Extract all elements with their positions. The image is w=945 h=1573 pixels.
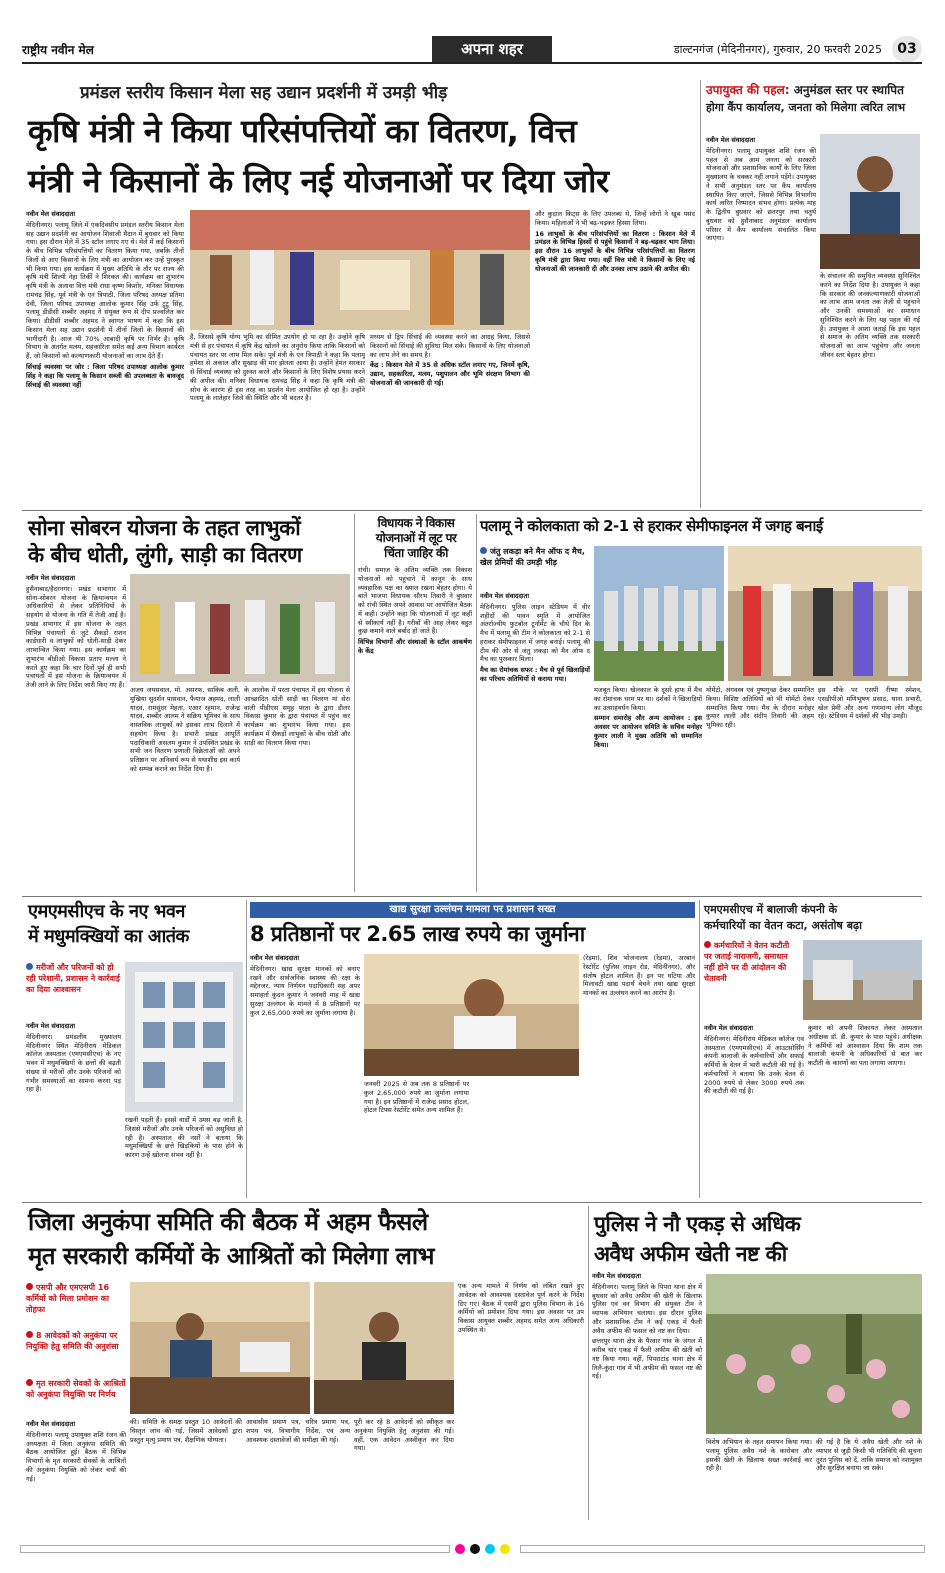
story3-col2 (130, 686, 240, 892)
story7-text-1: मेदिनीनगर। खाद्य सुरक्षा मानकों को बनाए रखने और सार्वजनिक स्वास्थ्य की रक्षा के मद्देनजर, न्याय निर्णयन पदाधिकारी सह अपर समाहर्ता कुंदन कुमार ने जनवरी माह में खाद्य सुरक्षा उल्लंघन के मामले में 8 प्रतिष्ठानों पर कुल 2,65,000 रुपये का जुर्माना लगाया है। (250, 964, 360, 1017)
story9-bullet-2 (26, 1330, 126, 1352)
divider (246, 900, 247, 1198)
story10-text-2: छत्तरपुर थाना क्षेत्र के पैरवार गांव के जंगल में करीब चार एकड़ में फैली अफीम की खेती को नष्ट किया गया। वहीं, पिपराटांड़ थाना क्षेत्र में तिलै-कुंदा गांव में भी अफीम की फसल नष्ट की गई। (592, 1337, 702, 1381)
story7-photo (364, 954, 579, 1076)
story1-photo-main (190, 210, 530, 330)
story6-bullet (26, 962, 121, 995)
story5-col2 (594, 686, 702, 892)
story6-col2 (125, 1116, 243, 1196)
story1-text-3: मध्यम से ड्रिप सिंचाई की व्यवस्था करने का आग्रह किया, जिससे किसानों को सिंचाई की सुविधा मिल सके। किसानों के लिए योजनाओं का लाभ लेने का समय है। (370, 333, 530, 359)
paper-name: राष्ट्रीय नवीन मेल (22, 43, 94, 57)
story9-photo-2 (314, 1282, 454, 1414)
story4-headline-3: चिंता जाहिर की (384, 546, 448, 560)
story10-text-3: विशेष अभियान के तहत समापन किया गया। पलामू पुलिस अवैध नशे के कारोबार और इसकी खेती के खिलाफ सख्त कार्रवाई कर रही है। (706, 1438, 812, 1473)
bullet-dot-icon (26, 1379, 33, 1386)
bullet-dot-icon (704, 941, 711, 948)
story8-kicker-1: एमएमसीएच में बालाजी कंपनी के (704, 903, 838, 916)
story1-text-4b: 16 लाभुकों के बीच परिसंपत्तियों का वितरण : किसान मेले में प्रमंडल के विभिन्न हिस्सों से पहुंचे किसानों ने बढ़-चढ़कर भाग लिया। इस दौरान 16 लाभुकों के बीच विभिन्न परिसंपत्तियों का वितरण कृषि मंत्री द्वारा किया गया। वहीं वित्त मंत्री ने किसानों के लिए नई योजनाओं की जानकारी दी और उनका लाभ उठाने की अपील की। (535, 229, 695, 273)
bullet-dot-icon (26, 1331, 33, 1338)
story2-text-1: मेदिनीनगर। पलामू उपायुक्त शशि रंजन की पहल से अब आम जनता को सरकारी योजनाओं और प्रशासनिक कार्यों के लिए जिला मुख्यालय के चक्कर नहीं लगाने पड़ेंगे। उपायुक्त ने सभी अनुमंडल स्तर पर कैंप कार्यालय स्थापित किए जाएंगे, जिससे विभिन्न विभागीय कार्य त्वरित निष्पादन संभव होगा। प्रत्येक माह के द्वितीय बुधवार को छतरपुर तथा चतुर्थ बुधवार को हुसैनाबाद अनुमंडल कार्यालय परिसर में कैंप कार्यालय संचालित किया जाएगा। (706, 146, 816, 243)
story3-byline: नवीन मेल संवाददाता (26, 574, 75, 582)
story3-photo (130, 574, 350, 682)
story7-col1 (250, 954, 360, 1196)
story5-text-1b: मैच का रोमांचक सफर : मैच से पूर्व खिलाड़ियों का परिचय अतिथियों से कराया गया। (480, 666, 590, 683)
story7-text-3: (रेड़मा), शिव भोजनालय (रेड़मा), अरबान रेस्टोरेंट (पुलिस लाइन रोड, मेदिनीनगर), और संतोष होटल शामिल हैं। इन पर घटिया और मिलावटी खाद्य पदार्थ बेचने तथा खाद्य सुरक्षा मानकों का उल्लंघन करने का आरोप है। (583, 954, 695, 998)
story5-headline: पलामू ने कोलकाता को 2-1 से हराकर सेमीफाइनल में जगह बनाई (480, 517, 823, 535)
divider (700, 80, 701, 508)
registration-dot (500, 1544, 510, 1554)
story3-text-1: हुसैनाबाद/हैदरनगर। प्रखंड सभागार में सोना-सोबरन योजना के क्रियान्वयन में अधिकारियों से लेकर प्रतिनिधियों के सहयोग से योजना के गति में तेजी आई है। प्रखंड सभागार में इस योजना के तहत विभिन्न पंचायतों से जुटे सैकड़ों राशन कार्डधारी व लाभुकों को धोती-साड़ी देकर लाभान्वित किया गया। इस कार्यक्रम का शुभारंभ बीडीओ विकास प्रताप मल्ला ने करते हुए कहा कि चार दिनों पूर्व ही सभी पंचायतों में इस योजना के क्रियान्वयन में तेजी लाने के लिए निर्देश जारी किए गए हैं। (26, 584, 126, 690)
story8-col1 (704, 1024, 804, 1196)
story1-kicker: प्रमंडल स्तरीय किसान मेला सह उद्यान प्रदर्शनी में उमड़ी भीड़ (80, 83, 448, 103)
page-number: 03 (892, 36, 922, 62)
masthead (22, 38, 922, 64)
story3-headline-1: सोना सोबरन योजना के तहत लाभुकों (28, 516, 301, 540)
story9-bullet-3-text: मृत सरकारी सेवकों के आश्रितों को अनुकंपा नियुक्ति पर निर्णय (26, 1379, 126, 1399)
registration-strip (20, 1545, 450, 1553)
story2-col1 (706, 136, 816, 504)
story9-text-2: की। समिति के समक्ष प्रस्तुत 10 आवेदनों की विस्तृत जांच की गई, जिसमें आवेदकों द्वारा प्रस्तुत मृत्यु प्रमाण पत्र, शैक्षणिक योग्यता। (130, 1418, 242, 1444)
story1-col3 (370, 333, 530, 505)
story10-byline: नवीन मेल संवाददाता (592, 1272, 641, 1280)
story5-text-2b: सम्मान समारोह और अन्य आयोजन : इस अवसर पर आयोजन समिति के सचिव मनोहर कुमार लाली ने मुख्य अतिथि को सम्मानित किया। (594, 714, 702, 749)
story7-banner: खाद्य सुरक्षा उल्लंघन मामला पर प्रशासन सख्त (250, 902, 695, 918)
story9-headline-2: मृत सरकारी कर्मियों के आश्रितों को मिलेगा लाभ (28, 1242, 435, 1270)
story6-byline: नवीन मेल संवाददाता (26, 1022, 75, 1030)
story8-text-2: कुमार को अपनी शिकायत लेकर अस्पताल अधीक्षक डॉ. डी. कुमार के पास पहुंचे। अधीक्षक ने कर्मियों को आश्वासन दिया कि शाम तक बालाजी कंपनी के अधिकारियों से बात कर कटौती के कारणों का पता लगाया जाएगा। (808, 1024, 922, 1068)
story5-text-4: इस मौके पर एसपी रीष्मा रमेशन, एसडीपीओ मणिभूषण प्रसाद, थाना प्रभारी, खेल प्रेमी और अन्य गणमान्य लोग मौजूद रहे। स्टेडियम में दर्शकों की भीड़ उमड़ी। (818, 686, 922, 721)
story9-text-3: आवासीय प्रमाण पत्र, चरित्र प्रमाण पत्र, शपथ पत्र, विभागीय निर्देश, एवं अन्य आवश्यक दस्तावेजों की समीक्षा की गई। (246, 1418, 350, 1444)
story4-headline-1: विधायक ने विकास (377, 516, 455, 530)
story8-kicker-2: कर्मचारियों का वेतन कटा, असंतोष बढ़ा (704, 919, 863, 932)
story5-byline: नवीन मेल संवाददाता (480, 592, 529, 600)
divider (22, 510, 922, 511)
registration-dot (455, 1544, 465, 1554)
story6-headline-1: एमएमसीएच के नए भवन (28, 901, 185, 922)
bullet-dot-icon (26, 1283, 33, 1290)
story7-headline: 8 प्रतिष्ठानों पर 2.65 लाख रुपये का जुर्माना (250, 922, 585, 946)
story9-col3 (246, 1418, 350, 1520)
story10-headline-2: अवैध अफीम खेती नष्ट की (594, 1242, 787, 1266)
story8-byline: नवीन मेल संवाददाता (704, 1024, 753, 1032)
story10-col3 (706, 1438, 812, 1520)
story9-bullet-2-text: 8 आवेदकों को अनुकंपा पर नियुक्ति हेतु समिति की अनुशंसा (26, 1331, 119, 1351)
story4-col1 (358, 566, 472, 892)
story1-col4 (535, 210, 695, 505)
story9-text-4: पूरी कर रहे 8 आवेदनों को स्वीकृत कर अनुकंपा नियुक्ति हेतु अनुशंसा की गई। वहीं, एक आवेदन अस्वीकृत कर दिया गया। (354, 1418, 454, 1453)
story1-text-1b: सिंचाई व्यवस्था पर जोर : जिला परिषद उपाध्यक्ष आलोक कुमार सिंह ने कहा कि पलामू के किसान सब्जी की उपलब्धता के बावजूद सिंचाई की व्यवस्था नहीं (26, 363, 184, 389)
story1-text-3b: केंद्र : किसान मेले में 35 से अधिक स्टॉल लगाए गए, जिनमें कृषि, उद्यान, सहकारिता, मत्स्य, पशुपालन और भूमि संरक्षण विभाग की योजनाओं की जानकारी दी गई। (370, 361, 530, 387)
story7-col2 (364, 1080, 469, 1196)
story5-subkicker (480, 546, 590, 568)
divider (22, 1202, 922, 1203)
story9-bullet-1 (26, 1282, 126, 1315)
story5-subkicker-text: जंतु लकड़ा बने मैन ऑफ द मैच, खेल प्रेमियों की उमड़ी भीड़ (480, 547, 585, 567)
story1-text-4: और कुदाल किट्स के लिए उपलब्ध थे, जिन्हें लोगों ने खूब पसंद किया। महिलाओं ने भी बढ़-चढ़कर हिस्सा लिया। (535, 210, 695, 227)
story9-bullet-1-text: एसपी और एमएसपी 16 कर्मियों को मिला प्रमोशन का तोहफा (26, 1283, 110, 1314)
registration-marks (20, 1543, 925, 1555)
story1-text-1: मेदिनीनगर। पलामू जिले में एकदिवसीय प्रमंडल स्तरीय किसान मेला सह उद्यान प्रदर्शनी का आयोजन शिवाजी मैदान में बुधवार को किया गया। इस दौरान मेले में 35 स्टॉल लगाए गए थे। मेले में कई किसानों के बीच विभिन्न परिसंपत्तियों का वितरण किया गया, जबकि तीनों जिलों से आए किसानों के लिए मंत्री का आयोजन कर उन्हें पुरस्कृत भी किया गया। इस कार्यक्रम में मुख्य अतिथि के तौर पर राज्य की कृषि मंत्री शिल्पी नेहा तिर्की ने शिरकत की। कार्यक्रम का शुभारंभ कृषि मंत्री के अलावा वित्त मंत्री राधा कृष्ण किशोर, मनिका विधायक रामचंद्र सिंह, पूर्व मंत्री के एन त्रिपाठी, जिला परिषद अध्यक्ष प्रतिमा देवी, जिला परिषद उपाध्यक्ष आलोक कुमार सिंह उर्फ टुटू सिंह, पलामू डीडीसी शब्बीर अहमद ने संयुक्त रूप से दीप प्रज्वलित कर किया। डीडीसी शब्बीर अहमद ने स्वागत भाषण में कहा कि इस किसान मेला सह उद्यान प्रदर्शनी में तीनों जिलों के किसानों की भागीदारी है। आज भी 70% आबादी कृषि पर निर्भर है। कृषि विभाग के अंतर्गत मत्स्य, सहकारिता समेत कई अन्य विभाग कार्यरत हैं, जो किसानों को कल्याणकारी योजनाओं का लाभ देते हैं। (26, 220, 184, 361)
story5-col4 (818, 686, 922, 892)
story5-col3 (706, 686, 814, 892)
story2-kicker-rest: अनुमंडल स्तर पर स्थापित (793, 83, 904, 97)
story10-text-4: की गई है कि ये अवैध खेती और नशे के व्यापार से जुड़ी किसी भी गतिविधि की सूचना तुरंत पुलिस को दें, ताकि समाज को नशामुक्त और सुरक्षित बनाया जा सके। (816, 1438, 922, 1473)
story4-text-1: रांची। समाज के अंतिम व्यक्ति तक विकास योजनाओं को पहुंचाने में कानून के साथ व्यवहारिक पक्ष का ख्याल रखना बेहतर होगा। ये बातें भाजपा विधायक सौरभ तिवारी ने बुधवार को रांची स्थित अपने आवास पर आयोजित बैठक में कही। उन्होंने कहा कि योजनाओं में लूट कहीं से स्वीकार्य नहीं है। गरीबों की आह लेकर बहुत कुछ कमाने वाले बर्बाद हो जाते हैं। (358, 566, 472, 636)
story6-headline-2: में मधुमक्खियों का आतंक (28, 926, 189, 947)
divider (354, 514, 355, 892)
story2-kicker (706, 82, 921, 98)
story3-text-2: अजय जयसवाल, मो. असरफ, साकिब अली, मुखिया सुदर्शन पासवान, फैयाज अहमद, लाली यादव, रामसुंदर मेहता, एआर रहमान, राजेन्द्र यादव, शब्बीर आलम ने सक्रिय भूमिका के साथ वास्तविक लाभुकों को इसका लाभ दिलाने में सहयोग किया है। प्रभारी प्रखंड आपूर्ति पदाधिकारी असलम कुमार ने उपस्थित प्रखंड के सभी जन वितरण प्रणाली विक्रेताओं को अपने प्रतिष्ठान पर अनिवार्य रूप से यथाशीघ्र इस कार्य को सम्पन्न कराने का निर्देश दिया है। (130, 686, 240, 773)
divider (476, 514, 477, 892)
story9-photo-1 (130, 1282, 310, 1414)
story2-text-2: के संचालन की समुचित व्यवस्था सुनिश्चित करने का निर्देश दिया है। उपायुक्त ने कहा कि सरकार की जनकल्याणकारी योजनाओं का लाभ आम जनता तक तेजी से पहुंचाने और उनकी समस्याओं का समाधान सुनिश्चित करने के लिए यह पहल की गई है। उपायुक्त ने आशा जताई कि इस पहल से समाज के अंतिम व्यक्ति तक सरकारी योजनाओं का लाभ पहुंचेगा और जनता जीवन स्तर बेहतर होगा। (820, 272, 920, 359)
story3-headline-2: के बीच धोती, लुंगी, साड़ी का वितरण (28, 543, 302, 567)
story10-col4 (816, 1438, 922, 1520)
story1-headline-2: मंत्री ने किसानों के लिए नई योजनाओं पर दिया जोर (28, 162, 609, 200)
story10-text-1: मेदिनीनगर। पलामू जिले के पिपरा थाना क्षेत्र में बुधवार को अवैध अफीम की खेती के खिलाफ पुलिस एवं वन विभाग की संयुक्त टीम ने व्यापक अभियान चलाया। इस दौरान पुलिस और प्रशासनिक टीम ने कई एकड़ में फैली अवैध अफीम की फसल को नष्ट कर दिया। (592, 1282, 702, 1335)
bullet-dot-icon (480, 547, 487, 554)
divider (588, 1206, 589, 1520)
story5-photo-ceremony (728, 546, 922, 681)
story6-text-1: मेदिनीनगर। प्रमंडलीय मुख्यालय मेदिनीनगर स्थित मेदिनीराय मेडिकल कॉलेज अस्पताल (एमएमसीएच) के नए भवन में मधुमक्खियों के छत्तों की बढ़ती संख्या से मरीजों और उनके परिजनों को गंभीर समस्याओं का सामना करना पड़ रहा है। (26, 1032, 121, 1094)
story1-byline: नवीन मेल संवाददाता (26, 210, 75, 218)
story2-photo (820, 134, 920, 269)
story1-col2 (190, 333, 365, 505)
story2-kicker-2: होगा कैंप कार्यालय, जनता को मिलेगा त्वरित लाभ (706, 101, 906, 114)
story9-headline-1: जिला अनुकंपा समिति की बैठक में अहम फैसले (28, 1208, 428, 1236)
story3-text-3: के आलोक में परता पंचायत में इस योजना से आच्छादित धोती साड़ी का वितरण मां सेरा वाली पीडीएस समूह परता के द्वारा डीलर विकास कुमार के द्वारा पंचायत में पहुंच कर कार्यक्रम का शुभारंभ किया गया। इस कार्यक्रम में सैकड़ों लाभुकों के बीच धोती और साड़ी का वितरण किया गया। (244, 686, 350, 747)
story9-col5 (458, 1282, 584, 1520)
divider (22, 896, 922, 897)
story7-byline: नवीन मेल संवाददाता (250, 954, 299, 962)
story9-col1 (26, 1420, 126, 1520)
story6-col1 (26, 1022, 121, 1197)
story7-col3 (583, 954, 695, 1196)
story9-bullet-3 (26, 1378, 126, 1400)
story2-kicker-red: उपायुक्त की पहल: (706, 83, 790, 97)
story8-text-1: मेदिनीनगर। मेदिनीराय मेडिकल कॉलेज एवं अस्पताल (एमएमसीएच) में आउटसोर्सिंग कंपनी बालाजी के कर्मचारियों और सफाई कर्मियों के वेतन में भारी कटौती की गई है। कर्मचारियों ने बताया कि उनके वेतन से 2000 रुपये से लेकर 3000 रुपये तक की कटौती की गई है। (704, 1034, 804, 1096)
story8-col2 (808, 1024, 922, 1196)
story8-photo (803, 940, 922, 1020)
dateline: डाल्टनगंज (मेदिनीनगर), गुरुवार, 20 फरवरी 2025 (673, 43, 882, 56)
story6-bullet-text: मरीजों और परिजनों को हो रही परेशानी, प्रशासन ने कार्रवाई का दिया आश्वासन (26, 963, 120, 994)
story9-col4 (354, 1418, 454, 1520)
bullet-dot-icon (26, 963, 33, 970)
section-title: अपना शहर (432, 36, 552, 62)
story3-col1 (26, 574, 126, 892)
story4-headline-2: योजनाओं में लूट पर (375, 531, 457, 545)
story9-text-1: मेदिनीनगर। पलामू उपायुक्त शशि रंजन की अध्यक्षता में जिला अनुकंपा समिति की बैठक आयोजित हुई। बैठक में विभिन्न विभागों के मृत सरकारी सेवकों के आश्रितों की अनुकंपा नियुक्ति को लेकर चर्चा की गई। (26, 1430, 126, 1483)
story5-photo-team (594, 546, 724, 681)
story1-text-2: है, जिससे कृषि योग्य भूमि का सीमित उपयोग हो पा रहा है। उन्होंने कृषि मंत्री से हर पंचायत में कृषि केंद्र खोलने का अनुरोध किया ताकि किसानों को पंचायत स्तर पर लाभ मिल सके। पूर्व मंत्री के एन त्रिपाठी ने कहा कि पलामू हमेशा से अकाल और सुखाड़ की मार झेलता आया है। उन्होंने हेमंत सरकार से सिंचाई व्यवस्था को दुरुस्त करने और किसानों के लिए विशेष प्रयास करने की अपील की। मनिका विधायक रामचंद्र सिंह ने कहा कि कृषि मंत्री की सोच के कारण ही इस तरह का प्रदर्शन मेला आयोजित हो रहा है। उन्होंने पलामू के लातेहार जिले की स्थिति और भी बदतर है। (190, 333, 365, 403)
story3-col3 (244, 686, 350, 892)
story5-text-2: मजबूत किया। खेलकाल के दूसरे हाफ में मैच का रोमांचक चरम पर था। दर्शकों ने खिलाड़ियों का उत्साहवर्धन किया। (594, 686, 702, 712)
registration-strip (520, 1545, 925, 1553)
story9-byline: नवीन मेल संवाददाता (26, 1420, 75, 1428)
story5-text-3: मोमेंटो, अंगवस्त्र एवं पुष्पगुच्छ देकर सम्मानित किया। विशिष्ट अतिथियों को भी मोमेंटो देकर सम्मानित किया गया। मैच के दौरान मनोहर कुमार लाली और संदीप तिवारी की अहम भूमिका रही। (706, 686, 814, 730)
story4-text-1b: विभिन्न विभागों और संस्थाओं के स्टॉल आकर्षण के केंद्र (358, 638, 472, 655)
story6-photo (125, 962, 243, 1112)
story1-col1 (26, 210, 184, 502)
story10-photo (706, 1274, 922, 1434)
story5-text-1: मेदिनीनगर। पुलिस लाइन स्टेडियम में वीर शहीदों की पावन स्मृति में आयोजित अंतर्राज्यीय फुटबॉल टूर्नामेंट के चौथे दिन के मैच में पलामू की टीम ने कोलकाता को 2-1 से हराकर सेमीफाइनल में जगह बनाई। पलामू की टीम की ओर से जंतु लकड़ा को मैन ऑफ द मैच का पुरस्कार मिला। (480, 602, 590, 664)
story8-bullet-text: कर्मचारियों ने वेतन कटौती पर जताई नाराजगी, समाधान नहीं होने पर दी आंदोलन की चेतावनी (704, 941, 790, 983)
story1-headline-1: कृषि मंत्री ने किया परिसंपत्तियों का वितरण, वित्त (28, 112, 577, 150)
story8-bullet (704, 940, 799, 984)
story10-col1 (592, 1272, 702, 1520)
story2-byline: नवीन मेल संवाददाता (706, 136, 755, 144)
story10-headline-1: पुलिस ने नौ एकड़ से अधिक (594, 1212, 801, 1236)
registration-dot (470, 1544, 480, 1554)
story5-col1 (480, 592, 590, 892)
story9-col2 (130, 1418, 242, 1520)
divider (699, 900, 700, 1198)
story7-text-2: जनवरी 2025 से अब तक 8 प्रतिष्ठानों पर कुल 2,65,000 रुपये का जुर्माना लगाया गया है। इन प्रतिष्ठानों में राजेन्द्र प्रसाद होटल, होटल टिफ्स रेस्टोरेंट समेत अन्य शामिल हैं। (364, 1080, 469, 1115)
story9-text-5: एक अन्य मामले में निर्णय को लंबित रखते हुए आवेदक को आवश्यक दस्तावेज पूर्ण करने के निर्देश दिए गए। बैठक में एसपी द्वारा पुलिस विभाग के 16 कर्मियों को प्रमोशन दिया गया। इस अवसर पर उप विकास आयुक्त शब्बीर अहमद समेत अन्य अधिकारी उपस्थित थे। (458, 1282, 584, 1334)
story2-col2 (820, 272, 920, 504)
story6-text-2: रखनी पड़ती हैं। इससे वार्डों में उमस बढ़ जाती है, जिससे मरीजों और उनके परिजनों को असुविधा हो रही है। अस्पताल की नर्सों ने बताया कि मधुमक्खियों के छत्ते खिड़कियों के पास होने के कारण उन्हें खोलना संभव नहीं है। (125, 1116, 243, 1160)
registration-dot (485, 1544, 495, 1554)
